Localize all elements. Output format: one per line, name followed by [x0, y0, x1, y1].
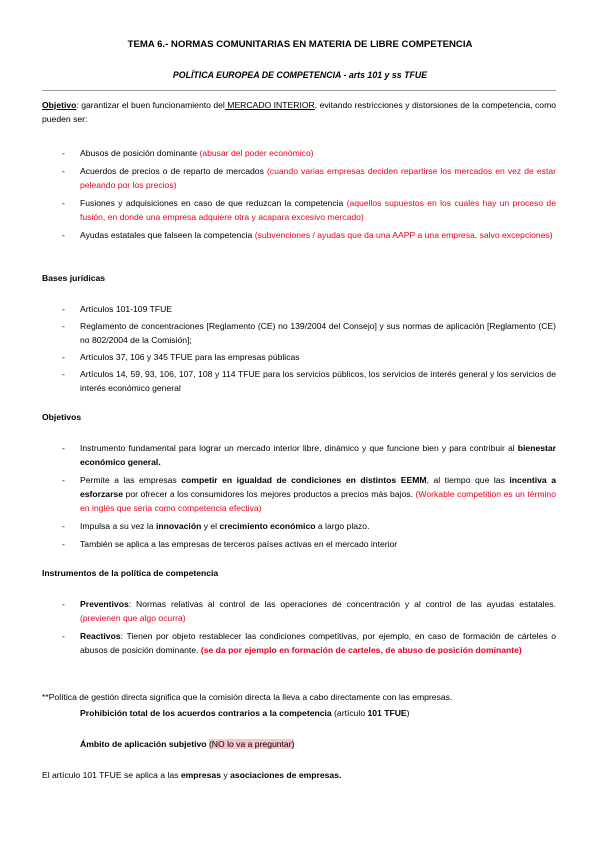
list-item: - También se aplica a las empresas de terceros países activas en el mercado interior — [42, 537, 556, 551]
objetivo-paragraph — [42, 98, 556, 126]
objetivo-text-a: : garantizar el buen funcionamiento del — [76, 100, 225, 110]
nota-gestion-directa: **Política de gestión directa significa que la comisión directa la lleva a cabo directamente con las empresas. — [42, 692, 453, 702]
list-item: - Ayudas estatales que falseen la competencia (subvenciones / ayudas que da una AAPP a una empresa, salvo excepciones) — [42, 228, 556, 242]
list-item: - Abusos de posición dominante (abusar del poder económico) — [42, 146, 556, 160]
list-item: - Permite a las empresas competir en igualdad de condiciones en distintos EEMM, al tiempo que las incentiva a esforzarse por ofrecer a los consumidores los mejores productos a precios más bajos. (Workable competition es un término en inglés que seria como competencia efectiva) — [42, 473, 556, 515]
objetivos-heading: Objetivos — [42, 412, 82, 422]
prohibicion-line: Prohibición total de los acuerdos contrarios a la competencia (artículo 101 TFUE) — [80, 708, 410, 718]
bases-list — [42, 302, 556, 395]
title-divider — [42, 90, 556, 91]
page-title: TEMA 6.- NORMAS COMUNITARIAS EN MATERIA DE LIBRE COMPETENCIA — [127, 39, 473, 50]
list-item: - Artículos 37, 106 y 345 TFUE para las empresas públicas — [42, 350, 556, 364]
list-item: - Artículos 14, 59, 93, 106, 107, 108 y 114 TFUE para los servicios públicos, los servicios de interés general y los servicios de interés económico general — [42, 367, 556, 395]
ambito-highlight: (NO lo va a preguntar) — [208, 739, 295, 749]
final-line: El artículo 101 TFUE se aplica a las empresas y asociaciones de empresas. — [42, 770, 342, 780]
page-subtitle: POLÍTICA EUROPEA DE COMPETENCIA - arts 101 y ss TFUE — [172, 70, 428, 80]
list-item: - Fusiones y adquisiciones en caso de que reduzcan la competencia (aquellos supuestos en los cuales hay un proceso de fusión, en donde una empresa adquiere otra y acapara excesivo mercado) — [42, 196, 556, 224]
list-item: - Impulsa a su vez la innovación y el crecimiento económico a largo plazo. — [42, 519, 556, 533]
list-item: - Acuerdos de precios o de reparto de mercados (cuando varias empresas deciden repartirse los mercados en vez de estar peleando por los precios) — [42, 164, 556, 192]
list-item: - Reglamento de concentraciones [Reglamento (CE) no 139/2004 del Consejo] y sus normas de aplicación [Reglamento (CE) no 802/2004 de la Comisión]; — [42, 319, 556, 347]
objetivo-text-b: , evitando restricciones y distorsiones de la competencia, como pueden ser: — [42, 100, 557, 124]
objetivo-label: Objetivo — [42, 100, 77, 110]
list-item: - Artículos 101-109 TFUE — [42, 302, 556, 316]
instrumentos-list — [42, 597, 556, 657]
restricciones-list — [42, 146, 556, 242]
list-item: - Reactivos: Tienen por objeto restablecer las condiciones competitivas, por ejemplo, en caso de formación de cárteles o abusos de posición dominante. (se da por ejemplo en formación de carteles, de abuso de posición dominante) — [42, 629, 556, 657]
bases-heading: Bases jurídicas — [42, 273, 106, 283]
objetivos-list — [42, 441, 556, 551]
list-item: - Instrumento fundamental para lograr un mercado interior libre, dinámico y que funcione bien y para contribuir al bienestar económico general. — [42, 441, 556, 469]
mercado-interior-term: MERCADO INTERIOR — [224, 100, 315, 110]
instrumentos-heading: Instrumentos de la política de competencia — [42, 568, 219, 578]
list-item: - Preventivos: Normas relativas al control de las operaciones de concentración y al control de las ayudas estatales. (previenen que algo ocurra) — [42, 597, 556, 625]
ambito-line: Ámbito de aplicación subjetivo (NO lo va a preguntar) — [80, 739, 295, 749]
